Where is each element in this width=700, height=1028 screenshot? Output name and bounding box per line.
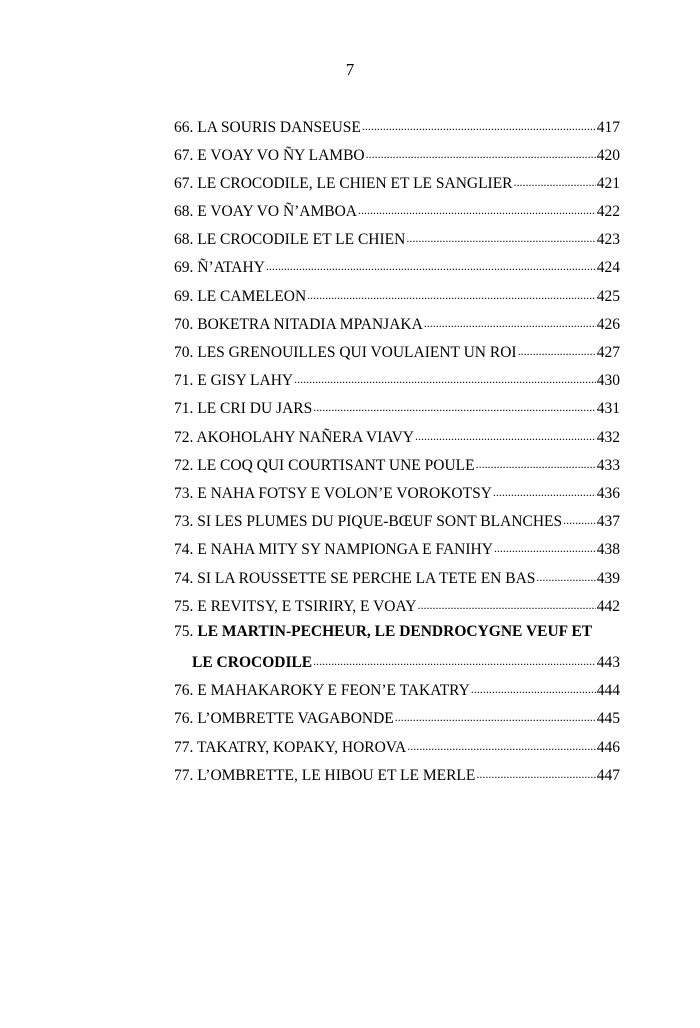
toc-entry: [174, 454, 620, 482]
toc-entry-title: 77. L’OMBRETTE, LE HIBOU ET LE MERLE: [174, 766, 476, 784]
toc-entry-title: 67. LE CROCODILE, LE CHIEN ET LE SANGLIER: [174, 174, 513, 192]
toc-entry: [174, 736, 620, 764]
toc-entry-title: LE CROCODILE: [192, 654, 313, 672]
leader-dots: [395, 708, 596, 724]
toc-entry: [174, 172, 620, 200]
toc-entry: [174, 680, 620, 708]
leader-dots: [424, 313, 596, 329]
leader-dots: [266, 257, 596, 273]
leader-dots: [307, 285, 596, 301]
leader-dots: [406, 229, 595, 245]
page-number: 7: [345, 60, 355, 79]
toc-entry: [174, 201, 620, 229]
toc-entry-title: 67. E VOAY VO ÑY LAMBO: [174, 146, 365, 164]
toc-entry: [174, 229, 620, 257]
toc-entry-page: 444: [596, 682, 620, 700]
toc-entry: [174, 567, 620, 595]
toc-entry-page: 439: [596, 569, 620, 587]
toc-entry-title: LE MARTIN-PECHEUR, LE DENDROCYGNE VEUF ET: [197, 623, 593, 641]
toc-entry-title: 73. E NAHA FOTSY E VOLON’E VOROKOTSY: [174, 484, 492, 502]
toc-entry-title: 72. AKOHOLAHY NAÑERA VIAVY: [174, 428, 414, 446]
toc-entry: [174, 764, 620, 792]
leader-dots: [476, 454, 596, 470]
leader-dots: [358, 201, 596, 217]
toc-entry-page: 446: [596, 738, 620, 756]
toc-entry: [174, 539, 620, 567]
toc-entry-title: 76. L’OMBRETTE VAGABONDE: [174, 710, 394, 728]
toc-entry-page: 425: [596, 287, 620, 305]
leader-dots: [563, 511, 596, 527]
toc-entry-page: 436: [596, 484, 620, 502]
toc-entry: [174, 116, 620, 144]
leader-dots: [476, 764, 595, 780]
leader-dots: [536, 567, 595, 583]
toc-entry-title: 69. LE CAMELEON: [174, 287, 307, 305]
leader-dots: [514, 172, 596, 188]
leader-dots: [366, 144, 596, 160]
toc-entry-title: 74. SI LA ROUSSETTE SE PERCHE LA TETE EN BAS: [174, 569, 536, 587]
toc-entry: [174, 285, 620, 313]
toc-entry-page: 426: [596, 315, 620, 333]
toc-entry-page: 422: [596, 203, 620, 221]
toc-entry: [174, 595, 620, 623]
toc-entry-title: 71. E GISY LAHY: [174, 372, 294, 390]
toc-entry-page: 437: [596, 513, 620, 531]
toc-entry-page: 442: [596, 597, 620, 615]
toc-entry-title: 76. E MAHAKAROKY E FEON’E TAKATRY: [174, 682, 470, 700]
leader-dots: [494, 539, 596, 555]
table-of-contents: [174, 116, 620, 793]
toc-entry-title: 70. BOKETRA NITADIA MPANJAKA: [174, 315, 423, 333]
toc-entry-title: 69. Ñ’ATAHY: [174, 259, 265, 277]
toc-entry-page: 420: [596, 146, 620, 164]
toc-entry-title: 77. TAKATRY, KOPAKY, HOROVA: [174, 738, 407, 756]
toc-entry-wrapped-line2: [174, 652, 620, 680]
toc-entry-page: 427: [596, 344, 620, 361]
toc-entry-title: 72. LE COQ QUI COURTISANT UNE POULE: [174, 456, 475, 474]
toc-entry-page: 443: [596, 654, 620, 672]
toc-entry-title: 68. LE CROCODILE ET LE CHIEN: [174, 231, 406, 249]
toc-entry-page: 431: [596, 400, 620, 418]
toc-entry: [174, 398, 620, 426]
leader-dots: [362, 116, 596, 132]
toc-entry: [174, 257, 620, 285]
toc-entry: [174, 370, 620, 398]
toc-entry-page: 433: [596, 456, 620, 474]
leader-dots: [471, 680, 596, 696]
toc-entry: [174, 144, 620, 172]
toc-entry-wrapped-line1: [174, 623, 620, 651]
toc-entry-title: 74. E NAHA MITY SY NAMPIONGA E FANIHY: [174, 541, 493, 559]
toc-entry-title: 75. E REVITSY, E TSIRIRY, E VOAY: [174, 597, 417, 615]
toc-entry-title: 73. SI LES PLUMES DU PIQUE-BŒUF SONT BLANCHES: [174, 513, 563, 531]
toc-entry-page: 445: [596, 710, 620, 728]
leader-dots: [417, 595, 595, 611]
leader-dots: [518, 342, 596, 358]
leader-dots: [294, 370, 596, 386]
toc-entry-page: 423: [596, 231, 620, 249]
toc-entry-number: 75.: [174, 623, 194, 641]
leader-dots: [415, 426, 596, 442]
toc-entry-title: 70. LES GRENOUILLES QUI VOULAIENT UN ROI: [174, 344, 517, 361]
toc-entry-page: 424: [596, 259, 620, 277]
toc-entry: [174, 342, 620, 370]
toc-entry: [174, 511, 620, 539]
leader-dots: [407, 736, 596, 752]
toc-entry-title: 68. E VOAY VO Ñ’AMBOA: [174, 203, 358, 221]
toc-entry-page: 447: [596, 766, 620, 784]
toc-entry-page: 438: [596, 541, 620, 559]
toc-entry: [174, 708, 620, 736]
leader-dots: [313, 652, 596, 668]
leader-dots: [313, 398, 596, 414]
toc-entry-page: 421: [596, 174, 620, 192]
toc-entry-page: 417: [596, 118, 620, 136]
leader-dots: [493, 482, 596, 498]
toc-entry: [174, 313, 620, 341]
toc-entry-page: 430: [596, 372, 620, 390]
toc-entry-title: 71. LE CRI DU JARS: [174, 400, 313, 418]
toc-entry: [174, 426, 620, 454]
toc-entry-page: 432: [596, 428, 620, 446]
toc-entry: [174, 482, 620, 510]
toc-entry-title: 66. LA SOURIS DANSEUSE: [174, 118, 361, 136]
